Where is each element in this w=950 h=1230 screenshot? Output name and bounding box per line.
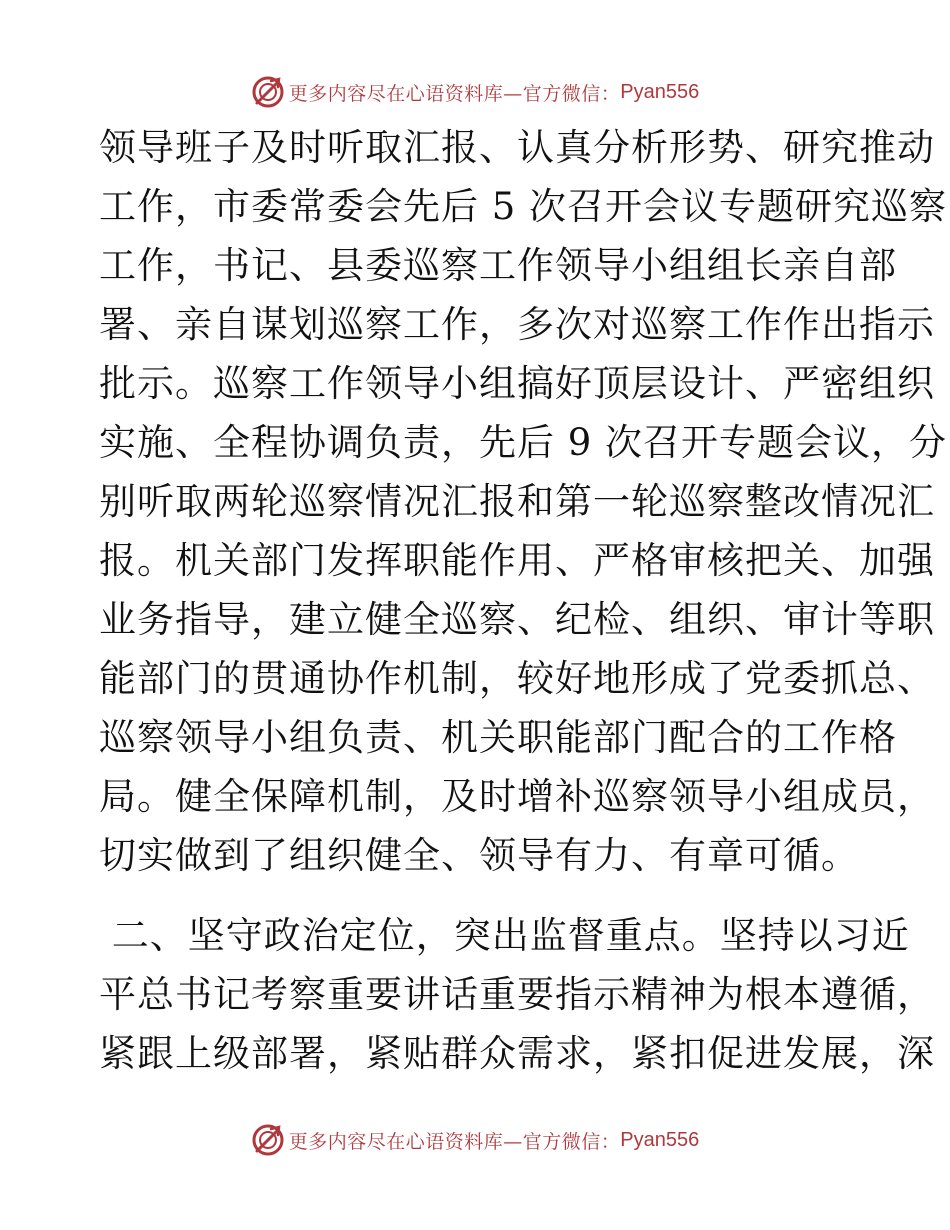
text-line: 报。机关部门发挥职能作用、严格审核把关、加强 [99, 539, 935, 582]
seal-logo-icon [251, 1123, 285, 1157]
text-line: 二、坚守政治定位，突出监督重点。坚持以习近 [99, 914, 910, 957]
header-watermark [0, 72, 950, 112]
paragraph-2 [99, 906, 935, 1083]
text-line: 工作，市委常委会先后 5 次召开会议专题研究巡察 [99, 185, 948, 228]
text-line: 巡察领导小组负责、机关职能部门配合的工作格 [99, 716, 897, 759]
text-line: 平总书记考察重要讲话重要指示精神为根本遵循， [99, 973, 935, 1016]
text-line: 紧跟上级部署，紧贴群众需求，紧扣促进发展，深 [99, 1032, 935, 1075]
text-line: 领导班子及时听取汇报、认真分析形势、研究推动 [99, 126, 935, 169]
text-line: 业务指导，建立健全巡察、纪检、组织、审计等职 [99, 598, 935, 641]
text-line: 切实做到了组织健全、领导有力、有章可循。 [99, 834, 859, 877]
text-line: 别听取两轮巡察情况汇报和第一轮巡察整改情况汇 [99, 480, 935, 523]
text-line: 工作，书记、县委巡察工作领导小组组长亲自部 [99, 244, 897, 287]
text-line: 局。健全保障机制，及时增补巡察领导小组成员， [99, 775, 935, 818]
watermark-text: 更多内容尽在心语资料库—官方微信： [288, 1130, 621, 1153]
seal-logo-icon [251, 75, 285, 109]
paragraph-1 [99, 118, 948, 885]
watermark-handle: Pyan556 [620, 80, 700, 103]
text-line: 实施、全程协调负责，先后 9 次召开专题会议，分 [99, 421, 948, 464]
paragraph-gap [99, 885, 859, 906]
footer-watermark [0, 1120, 950, 1160]
watermark-text: 更多内容尽在心语资料库—官方微信： [288, 82, 621, 105]
document-body [99, 118, 948, 1083]
watermark-handle: Pyan556 [620, 1128, 700, 1151]
text-line: 能部门的贯通协作机制，较好地形成了党委抓总、 [99, 657, 935, 700]
text-line: 署、亲自谋划巡察工作，多次对巡察工作作出指示 [99, 303, 935, 346]
text-line: 批示。巡察工作领导小组搞好顶层设计、严密组织 [99, 362, 935, 405]
